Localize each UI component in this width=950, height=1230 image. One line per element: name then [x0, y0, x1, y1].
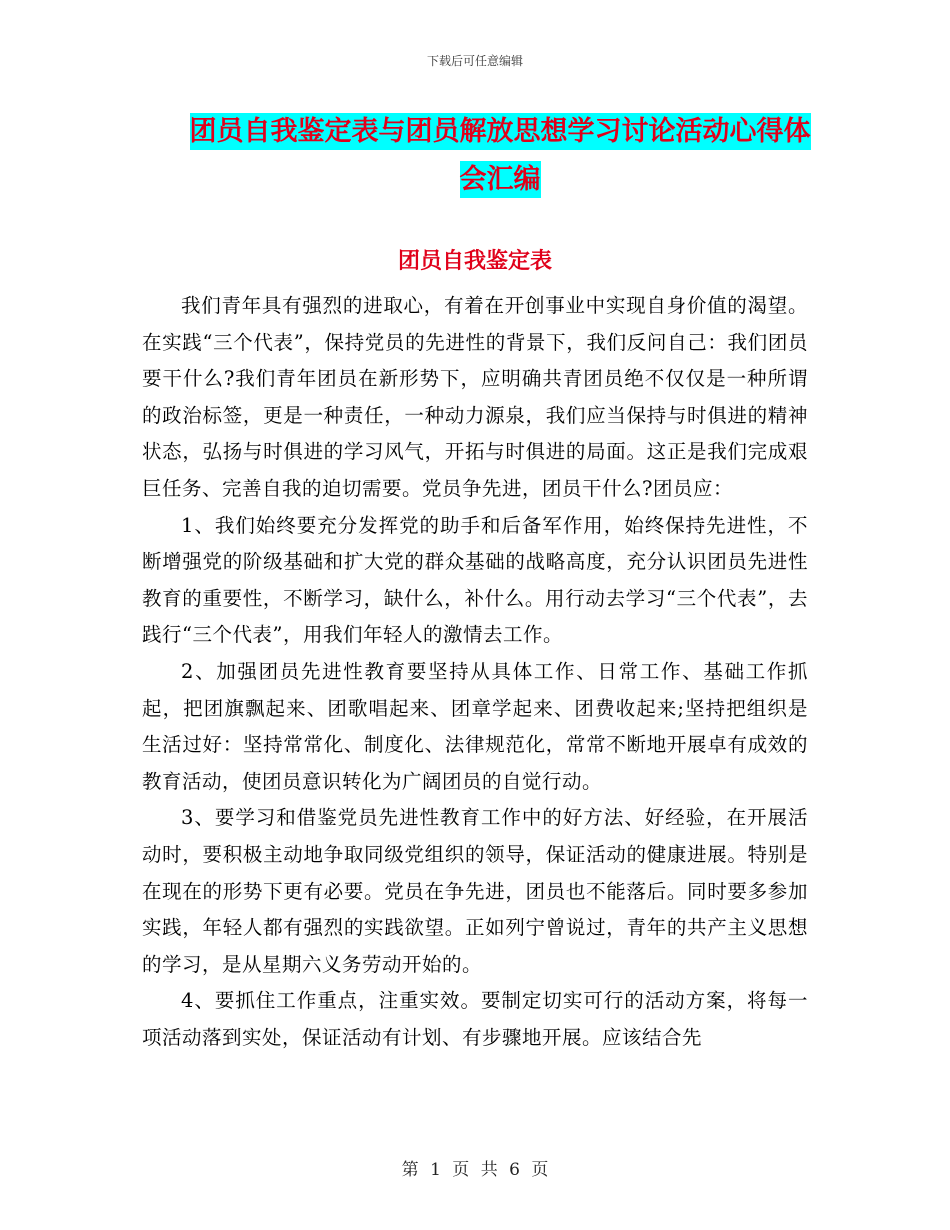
- document-title-line-2: [130, 156, 870, 204]
- paragraph-item-1: 1、我们始终要充分发挥党的助手和后备军作用，始终保持先进性，不断增强党的阶级基础和扩大党的群众基础的战略高度，充分认识团员先进性教育的重要性，不断学习，缺什么，补什么。用行动去学习“三个代表”，去践行“三个代表”，用我们年轻人的激情去工作。: [142, 513, 808, 647]
- section-title: 团员自我鉴定表: [397, 249, 552, 274]
- paragraph-item-3: 3、要学习和借鉴党员先进性教育工作中的好方法、好经验，在开展活动时，要积极主动地争取同级党组织的领导，保证活动的健康进展。特别是在现在的形势下更有必要。党员在争先进，团员也不能落后。同时要多参加实践，年轻人都有强烈的实践欲望。正如列宁曾说过，青年的共产主义思想的学习，是从星期六义务劳动开始的。: [142, 806, 808, 976]
- page-header-note: 下载后可任意编辑: [426, 54, 523, 68]
- page-footer: 第 1 页 共 6 页: [401, 1160, 549, 1180]
- paragraph-item-2: 2、加强团员先进性教育要坚持从具体工作、日常工作、基础工作抓起，把团旗飘起来、团歌唱起来、团章学起来、团费收起来;坚持把组织是生活过好：坚持常常化、制度化、法律规范化，常常不断地开展卓有成效的教育活动，使团员意识转化为广阔团员的自觉行动。: [142, 659, 808, 793]
- paragraph-item-4: 4、要抓住工作重点，注重实效。要制定切实可行的活动方案，将每一项活动落到实处，保证活动有计划、有步骤地开展。应该结合先: [142, 989, 808, 1049]
- paragraph-intro: 我们青年具有强烈的进取心，有着在开创事业中实现自身价值的渴望。在实践“三个代表”，保持党员的先进性的背景下，我们反问自己：我们团员要干什么?我们青年团员在新形势下，应明确共青团员绝不仅仅是一种所谓的政治标签，更是一种责任，一种动力源泉，我们应当保持与时俱进的精神状态，弘扬与时俱进的学习风气，开拓与时俱进的局面。这正是我们完成艰巨任务、完善自我的迫切需要。党员争先进，团员干什么?团员应：: [142, 294, 808, 500]
- title-highlight-1: 团员自我鉴定表与团员解放思想学习讨论活动心得体: [190, 113, 811, 150]
- document-title: [130, 108, 870, 204]
- title-highlight-2: 会汇编: [460, 161, 541, 198]
- document-body: [142, 288, 808, 1056]
- document-title-line-1: [130, 108, 870, 156]
